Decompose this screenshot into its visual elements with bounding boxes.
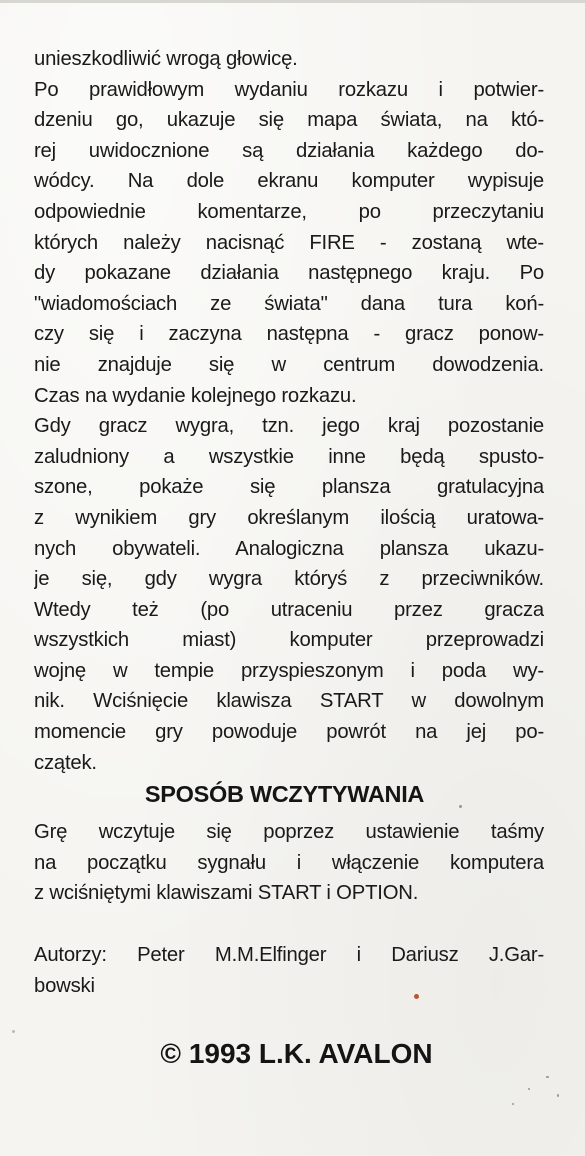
text-line: nie znajduje się w centrum dowodzenia. (34, 353, 544, 376)
paper-speck (528, 1088, 530, 1090)
loading-section-heading (0, 781, 585, 808)
text-line: Autorzy: Peter M.M.Elfinger i Dariusz J.Gar- (34, 944, 544, 966)
text-line: wojnę w tempie przyspieszonym i poda wy- (34, 659, 544, 682)
loading-heading-text: SPOSÓB WCZYTYWANIA (144, 781, 425, 807)
text-line: momencie gry powoduje powrót na jej po- (34, 721, 544, 744)
text-line: Po prawidłowym wydaniu rozkazu i potwier- (34, 78, 544, 101)
text-line: Gdy gracz wygra, tzn. jego kraj pozostanie (34, 415, 544, 438)
text-line: czątek. (34, 751, 97, 774)
text-line: odpowiednie komentarze, po przeczytaniu (34, 200, 544, 223)
text-line: wódcy. Na dole ekranu komputer wypisuje (34, 170, 544, 193)
copyright-text: © 1993 L.K. AVALON (160, 1038, 433, 1069)
loading-instructions (34, 817, 544, 909)
text-line: "wiadomościach ze świata" dana tura koń- (34, 292, 544, 315)
text-line: Czas na wydanie kolejnego rozkazu. (34, 384, 357, 407)
paper-speck (546, 1076, 549, 1078)
text-line: szone, pokaże się plansza gratulacyjna (34, 476, 544, 499)
text-line: Wtedy też (po utraceniu przez gracza (34, 598, 544, 621)
copyright-notice (0, 1038, 585, 1070)
text-line: rej uwidocznione są działania każdego do- (34, 139, 544, 162)
paper-speck (414, 994, 419, 999)
body-paragraphs (34, 44, 544, 778)
text-line: nik. Wciśnięcie klawisza START w dowolnym (34, 690, 544, 713)
paper-speck (12, 1030, 15, 1033)
text-line: Grę wczytuje się poprzez ustawienie taśmy (34, 821, 544, 843)
text-line: bowski (34, 974, 95, 997)
text-line: nych obywateli. Analogiczna plansza ukazu- (34, 537, 544, 560)
text-line: z wciśniętymi klawiszami START i OPTION. (34, 882, 419, 904)
text-line: dy pokazane działania następnego kraju. Po (34, 262, 544, 285)
text-line: na początku sygnału i włączenie komputera (34, 851, 544, 874)
paper-speck (459, 805, 462, 808)
authors-credit (34, 940, 544, 1001)
text-line: wszystkich miast) komputer przeprowadzi (34, 629, 544, 652)
text-line: dzeniu go, ukazuje się mapa świata, na któ- (34, 109, 544, 132)
paper-speck (512, 1103, 514, 1105)
paper-edge (0, 0, 585, 3)
paper-speck (557, 1094, 559, 1097)
text-line: czy się i zaczyna następna - gracz ponow- (34, 323, 544, 346)
text-line: z wynikiem gry określanym ilością uratowa- (34, 506, 544, 529)
text-line: zaludniony a wszystkie inne będą spusto- (34, 445, 544, 468)
text-line: unieszkodliwić wrogą głowicę. (34, 48, 298, 70)
text-line: których należy nacisnąć FIRE - zostaną wte- (34, 231, 544, 254)
text-line: je się, gdy wygra któryś z przeciwników. (34, 568, 544, 591)
